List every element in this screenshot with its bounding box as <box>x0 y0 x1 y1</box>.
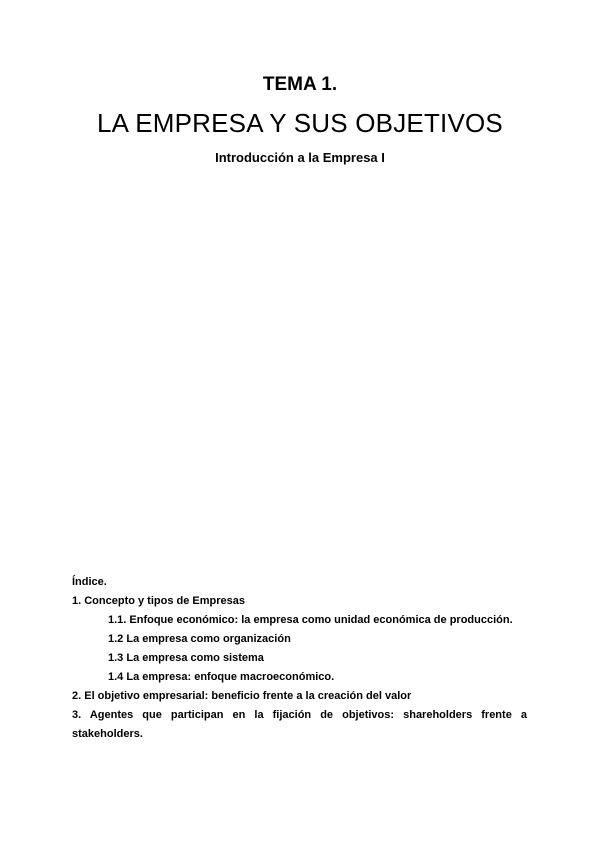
topic-number: TEMA 1. <box>262 74 338 95</box>
document-title: LA EMPRESA Y SUS OBJETIVOS <box>97 108 503 138</box>
table-of-contents <box>72 573 527 744</box>
toc-item: 2. El objetivo empresarial: beneficio frente a la creación del valor <box>72 690 412 702</box>
toc-item-continuation: stakeholders. <box>72 728 143 740</box>
toc-item: 3. Agentes que participan en la fijación de objetivos: shareholders frente a <box>72 709 527 721</box>
toc-subitem: 1.2 La empresa como organización <box>108 633 291 645</box>
toc-item: 1. Concepto y tipos de Empresas <box>72 595 245 607</box>
toc-subitem: 1.3 La empresa como sistema <box>108 652 264 664</box>
toc-subitem: 1.4 La empresa: enfoque macroeconómico. <box>108 671 335 683</box>
document-subtitle: Introducción a la Empresa I <box>215 150 385 165</box>
toc-heading: Índice. <box>72 576 107 588</box>
toc-subitem: 1.1. Enfoque económico: la empresa como unidad económica de producción. <box>108 614 513 626</box>
